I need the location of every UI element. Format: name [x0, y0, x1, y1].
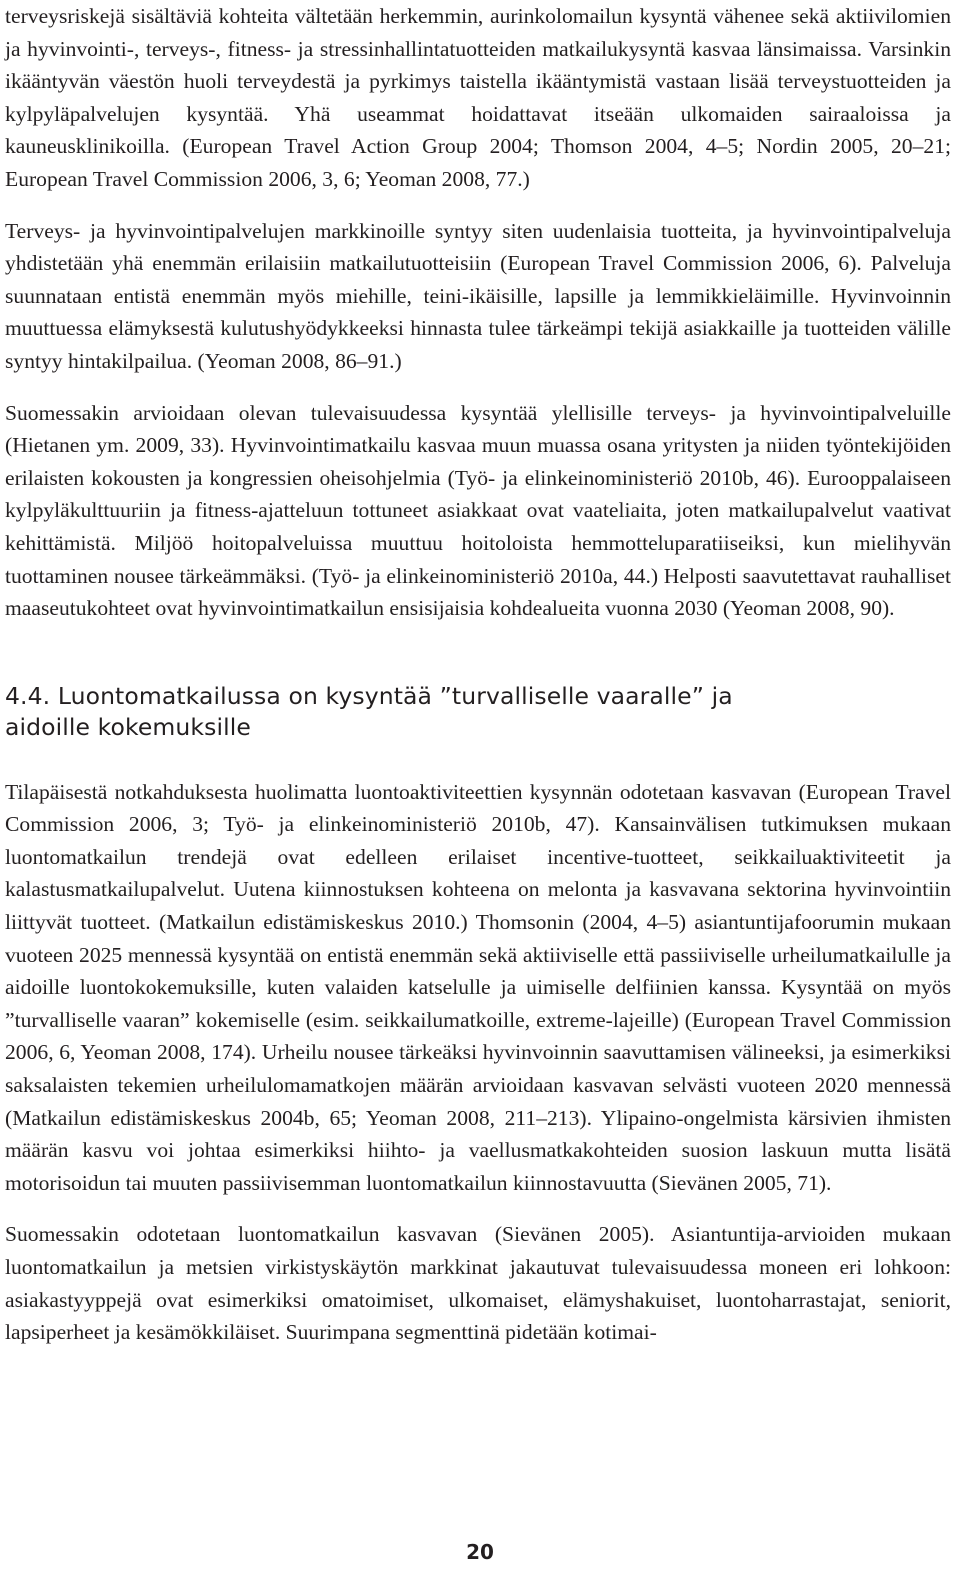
- paragraph-4: Tilapäisestä notkahduksesta huolimatta luontoaktiviteettien kysynnän odotetaan kasvavan (European Travel Commission 2006, 3; Työ- ja elinkeinoministeriö 2010b, 47). Kansainvälisen tutkimuksen mukaan luontomatkailun trendejä ovat edelleen erilaiset incentive-tuotteet, seikkailuaktiviteetit ja kalastusmatkailupalvelut. Uutena kiinnostuksen kohteena on melonta ja kasvavana sektorina hyvinvointiin liittyvät tuotteet. (Matkailun edistämiskeskus 2010.) Thomsonin (2004, 4–5) asiantuntijafoorumin mukaan vuoteen 2025 mennessä kysyntää on entistä enemmän sekä aktiiviselle että passiiviselle urheilumatkailulle ja aidoille luontokokemuksille, kuten valaiden katselulle ja uimiselle delfiinien kanssa. Kysyntää on myös ”turvalliselle vaaran” kokemiselle (esim. seikkailumatkoille, extreme-lajeille) (European Travel Commission 2006, 6, Yeoman 2008, 174). Urheilu nousee tärkeäksi hyvinvoinnin saavuttamisen välineeksi, ja esimerkiksi saksalaisten tekemien urheilulomamatkojen määrän arvioidaan kasvavan selvästi vuoteen 2020 mennessä (Matkailun edistämiskeskus 2004b, 65; Yeoman 2008, 211–213). Ylipaino-ongelmista kärsivien ihmisten määrän kasvu voi johtaa esimerkiksi hiihto- ja vaellusmatkakohteiden suosion laskuun mutta lisätä motorisoidun tai muuten passiivisemman luontomatkailun kiinnostavuutta (Sievänen 2005, 71).: [5, 779, 951, 1195]
- document-page: [5, 0, 951, 1349]
- paragraph-3: Suomessakin arvioidaan olevan tulevaisuudessa kysyntää ylellisille terveys- ja hyvinvointipalveluille (Hietanen ym. 2009, 33). Hyvinvointimatkailu kasvaa muun muassa osana yritysten ja niiden työntekijöiden erilaisten kokousten ja kongressien oheisohjelmia (Työ- ja elinkeinoministeriö 2010b, 46). Eurooppalaiseen kylpyläkulttuuriin ja fitness-ajatteluun tottuneet asiakkaat ovat vaateliaita, joten matkailupalvelut vaativat kehittämistä. Miljöö hoitopalveluissa muuttuu hoitoloista hemmotteluparatiiseiksi, kun mielihyvän tuottaminen nousee tärkeämmäksi. (Työ- ja elinkeinoministeriö 2010a, 44.) Helposti saavutettavat rauhalliset maaseutukohteet ovat hyvinvointimatkailun ensisijaisia kohdealueita vuonna 2030 (Yeoman 2008, 90).: [5, 400, 951, 621]
- section-heading-line-1: 4.4. Luontomatkailussa on kysyntää ”turvalliselle vaaralle” ja: [5, 681, 733, 710]
- paragraph-1: terveysriskejä sisältäviä kohteita vältetään herkemmin, aurinkolomailun kysyntä vähenee sekä aktiivilomien ja hyvinvointi-, terveys-, fitness- ja stressinhallintatuotteiden matkailukysyntä kasvaa länsimaissa. Varsinkin ikääntyvän väestön huoli terveydestä ja pyrkimys taistella ikääntymistä vastaan lisää terveystuotteiden ja kylpyläpalvelujen kysyntää. Yhä useammat hoidattavat itseään ulkomaiden sairaaloissa ja kauneusklinikoilla. (European Travel Action Group 2004; Thomson 2004, 4–5; Nordin 2005, 20–21; European Travel Commission 2006, 3, 6; Yeoman 2008, 77.): [5, 4, 951, 191]
- paragraph-2: Terveys- ja hyvinvointipalvelujen markkinoille syntyy siten uudenlaisia tuotteita, ja hyvinvointipalveluja yhdistetään yhä enemmän erilaisiin matkailutuotteisiin (European Travel Commission 2006, 6). Palveluja suunnataan entistä enemmän myös miehille, teini-ikäisille, lapsille ja lemmikkieläimille. Hyvinvoinnin muuttuessa elämyksestä kulutushyödykkeeksi hinnasta tulee tärkeämpi tekijä asiakkaille ja tuotteiden välille syntyy hintakilpailua. (Yeoman 2008, 86–91.): [5, 218, 951, 373]
- section-heading: [5, 681, 951, 743]
- paragraph-5: Suomessakin odotetaan luontomatkailun kasvavan (Sievänen 2005). Asiantuntija-arvioiden mukaan luontomatkailun ja metsien virkistyskäytön markkinat jakautuvat tulevaisuudessa moneen eri lohkoon: asiakastyyppejä ovat esimerkiksi omatoimiset, ulkomaiset, elämyshakuiset, luontoharrastajat, seniorit, lapsiperheet ja kesämökkiläiset. Suurimpana segmenttinä pidetään kotimai-: [5, 1222, 951, 1345]
- section-heading-line-2: aidoille kokemuksille: [5, 712, 251, 741]
- page-number: 20: [466, 1540, 494, 1564]
